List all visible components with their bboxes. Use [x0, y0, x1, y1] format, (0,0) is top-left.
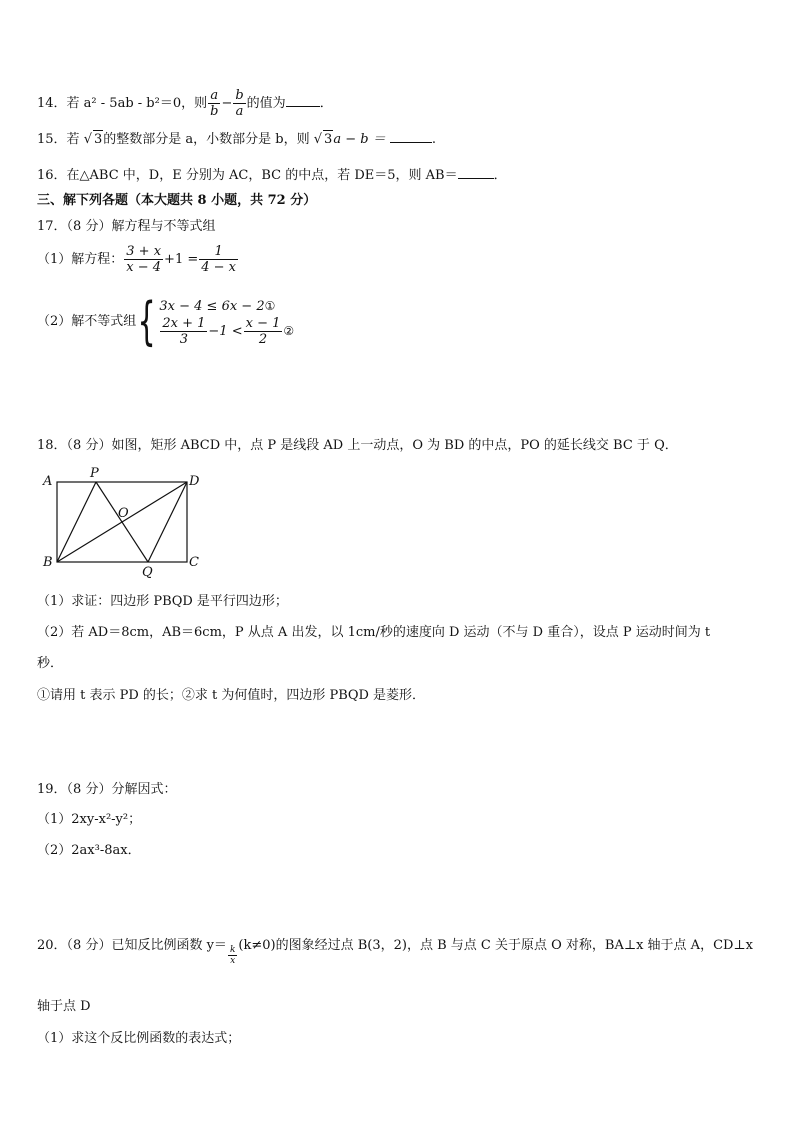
q18-score: （8 分） — [66, 438, 112, 453]
q18-number: 18． — [37, 438, 67, 453]
label-c: C — [189, 555, 199, 570]
q17-number: 17． — [37, 219, 67, 234]
q18-part-2b: 秒． — [37, 656, 64, 671]
q20-fraction: $\frac{k}{x}$ — [229, 945, 236, 966]
question-17 — [37, 218, 215, 236]
q18-part-3: ①请用 t 表示 PD 的长；②求 t 为何值时，四边形 PBQD 是菱形． — [37, 688, 426, 703]
q16-text: 在△ABC 中，D，E 分别为 AC，BC 的中点，若 DE＝5，则 AB＝ — [66, 168, 458, 183]
q18-part-2a: （2）若 AD＝8cm，AB＝6cm，P 从点 A 出发，以 1cm/秒的速度向 D 运动（不与 D 重合），设点 P 运动时间为 t — [37, 625, 711, 640]
q14-text-a: 若 a² - 5ab - b²＝0，则 — [66, 96, 208, 111]
q15-text-b: 的整数部分是 a，小数部分是 b，则 — [103, 132, 310, 147]
q16-answer-blank[interactable] — [458, 166, 494, 179]
rectangle-figure — [40, 462, 210, 580]
label-p: P — [90, 466, 99, 481]
q19-title: 分解因式： — [111, 782, 177, 797]
q15-answer-blank[interactable] — [390, 130, 432, 143]
q14-answer-blank[interactable] — [286, 94, 320, 107]
q16-number: 16． — [37, 168, 67, 183]
q19-number: 19． — [37, 782, 67, 797]
q14-fraction-2: $\frac{b}{a}$ — [235, 88, 244, 119]
q17-p2-fraction-1: $\frac{2x + 1}{3}$ — [162, 316, 206, 347]
q14-fraction-1: $\frac{a}{b}$ — [210, 88, 219, 119]
question-15: 15．若 √ 3的整数部分是 a，小数部分是 b，则 √ 3a − b ＝ . — [37, 132, 436, 147]
q15-number: 15． — [37, 132, 67, 147]
label-d: D — [189, 474, 200, 489]
inequality-system: 3x − 4 ≤ 6x − 2① $\frac{2x + 1}{3}$ −1 < $\frac{x - 1}{2}$ ② — [159, 299, 295, 347]
q17-title: 解方程与不等式组 — [111, 219, 216, 234]
q18-text: 如图，矩形 ABCD 中，点 P 是线段 AD 上一动点，O 为 BD 的中点，PO 的延长线交 BC 于 Q． — [111, 438, 678, 453]
q20-text-c: 轴于点 D — [37, 999, 91, 1014]
label-b: B — [43, 555, 53, 570]
question-19 — [37, 781, 176, 799]
q15-expression: a − b ＝ — [333, 132, 386, 147]
section-3-heading: 三、解下列各题（本大题共 8 小题，共 72 分） — [37, 193, 317, 208]
q17-p1-fraction-2: $\frac{1}{4 - x}$ — [201, 244, 237, 275]
q14-text-b: 的值为 — [246, 96, 286, 111]
q17-p1-fraction-1: $\frac{3 + x}{x - 4}$ — [126, 244, 162, 275]
question-18 — [37, 437, 678, 455]
q17-part-2: （2）解不等式组{ 3x − 4 ≤ 6x − 2① $\frac{2x + 1}{3}$ −1 < $\frac{x - 1}{2}$ ② — [37, 292, 295, 352]
label-q: Q — [142, 565, 153, 580]
q19-part-2: （2）2ax³-8ax． — [37, 843, 141, 858]
q15-sqrt: 3 — [93, 132, 103, 147]
label-o: O — [118, 506, 129, 521]
q20-number: 20． — [37, 938, 67, 953]
label-a: A — [43, 474, 53, 489]
system-brace: { — [137, 292, 156, 352]
question-16: 16．在△ABC 中，D，E 分别为 AC，BC 的中点，若 DE＝5，则 AB＝ ． — [37, 168, 507, 183]
q17-p2-fraction-2: $\frac{x - 1}{2}$ — [245, 316, 281, 347]
q17-score: （8 分） — [66, 219, 112, 234]
question-20: 20．（8 分）已知反比例函数 y＝ $\frac{k}{x}$ (k≠0)的图象经过点 B(3，2)，点 B 与点 C 关于原点 O 对称，BA⊥x 轴于点 A，CD⊥x — [37, 938, 753, 966]
question-14: 14．若 a² - 5ab - b²＝0，则 $\frac{a}{b}$ − $\frac{b}{a}$ 的值为 ． — [37, 88, 333, 119]
q14-number: 14． — [37, 96, 67, 111]
q19-score: （8 分） — [66, 782, 112, 797]
q18-part-1: （1）求证：四边形 PBQD 是平行四边形； — [37, 594, 288, 609]
q20-score: （8 分） — [66, 938, 112, 953]
q19-part-1: （1）2xy-x²-y²； — [37, 812, 142, 827]
q17-part-1: （1）解方程： $\frac{3 + x}{x - 4}$ +1 = $\frac{1}{4 - x}$ — [37, 244, 237, 275]
q20-text-b: (k≠0)的图象经过点 B(3，2)，点 B 与点 C 关于原点 O 对称，BA⊥x 轴于点 A，CD⊥x — [238, 938, 753, 953]
q20-part-1: （1）求这个反比例函数的表达式； — [37, 1031, 241, 1046]
